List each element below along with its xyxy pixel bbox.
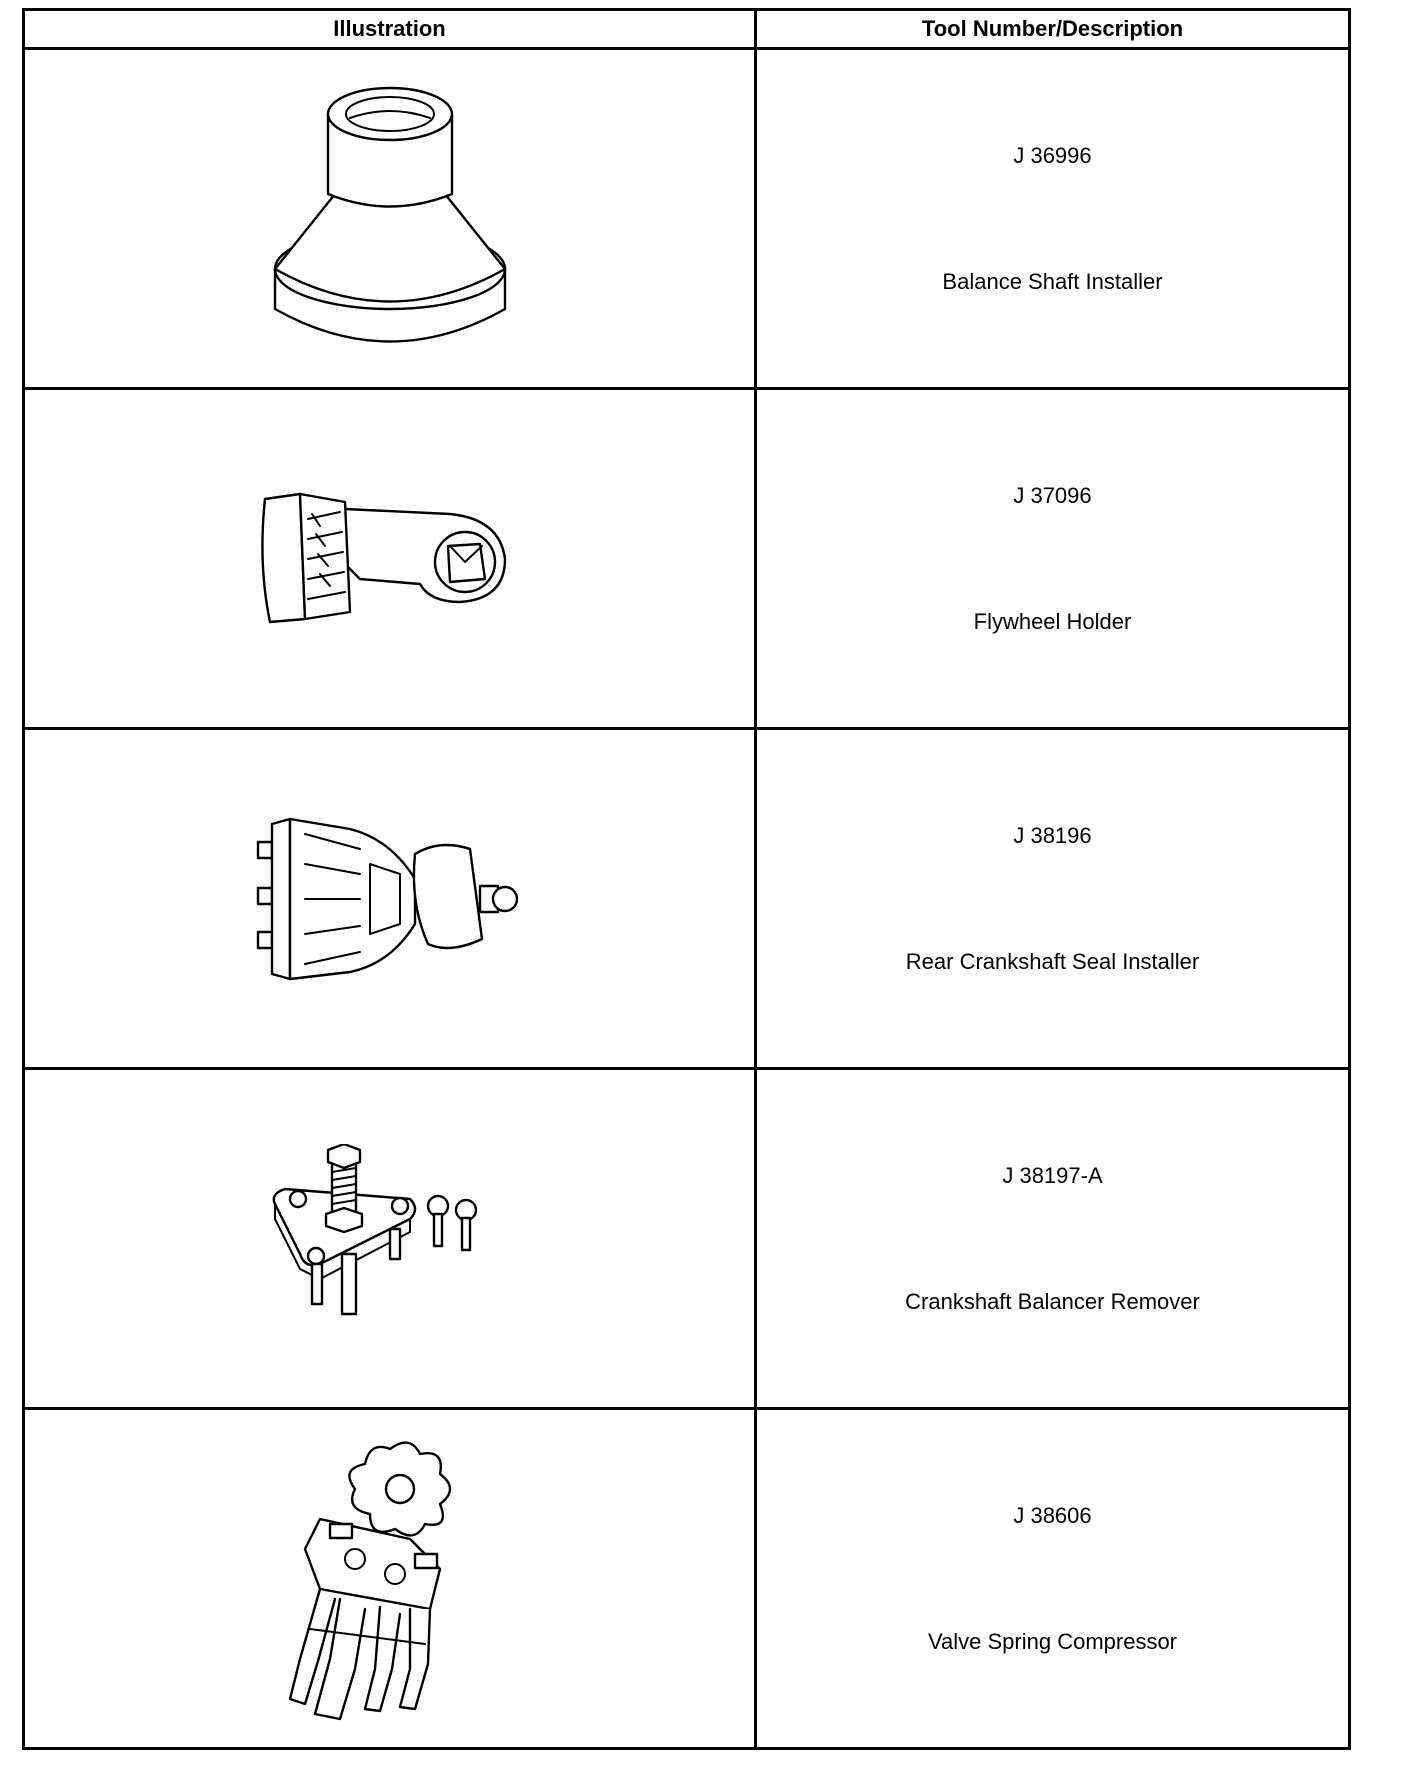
table-row: [24, 389, 1350, 729]
special-tools-table: [22, 8, 1351, 1750]
description-cell: [756, 1409, 1350, 1749]
flywheel-holder-icon: [250, 484, 530, 634]
tool-description: Balance Shaft Installer: [942, 268, 1163, 294]
description-cell: [756, 389, 1350, 729]
header-illustration: Illustration: [24, 10, 756, 49]
illustration-cell: [24, 49, 756, 389]
illustration-cell: [24, 729, 756, 1069]
valve-spring-compressor-icon: [260, 1429, 520, 1729]
table-row: [24, 729, 1350, 1069]
tool-number: J 38197-A: [1002, 1162, 1103, 1188]
crankshaft-balancer-remover-icon: [260, 1144, 520, 1334]
table-row: [24, 1069, 1350, 1409]
tool-description: Valve Spring Compressor: [927, 1628, 1178, 1654]
illustration-cell: [24, 1409, 756, 1749]
rear-crankshaft-seal-installer-icon: [250, 804, 530, 994]
description-cell: [756, 49, 1350, 389]
tool-description: Crankshaft Balancer Remover: [905, 1288, 1200, 1314]
table-row: [24, 1409, 1350, 1749]
table-row: [24, 49, 1350, 389]
table-header-row: [24, 10, 1350, 49]
tool-number: J 38196: [1013, 822, 1092, 848]
tool-description: Rear Crankshaft Seal Installer: [905, 948, 1200, 974]
description-cell: [756, 1069, 1350, 1409]
illustration-cell: [24, 1069, 756, 1409]
tool-number: J 36996: [1013, 142, 1092, 168]
balance-shaft-installer-icon: [260, 74, 520, 364]
tool-description: Flywheel Holder: [973, 608, 1132, 634]
description-cell: [756, 729, 1350, 1069]
tool-number: J 37096: [1013, 482, 1092, 508]
tool-number: J 38606: [1013, 1502, 1092, 1528]
header-tool-number-description: Tool Number/Description: [756, 10, 1350, 49]
illustration-cell: [24, 389, 756, 729]
